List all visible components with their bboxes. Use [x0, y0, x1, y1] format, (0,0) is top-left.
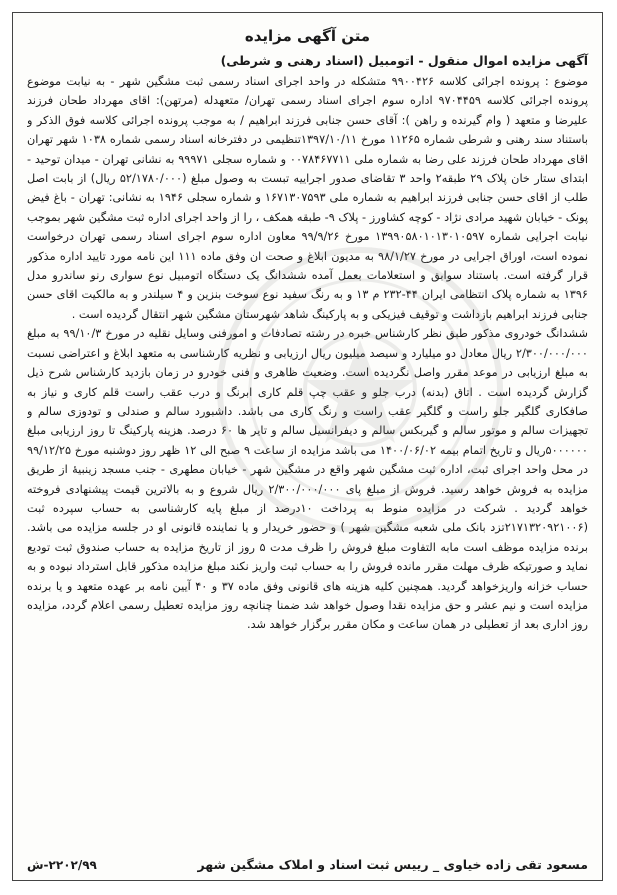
- notice-frame: [12, 12, 603, 881]
- notice-subtitle: آگهی مزایده اموال منقول - اتومبیل (اسناد رهنی و شرطی): [220, 53, 588, 68]
- notice-paragraph-1: موضوع : پرونده اجرائی کلاسه ۹۹۰۰۴۲۶ متشکله در واحد اجرای اسناد رسمی ثبت مشگین شهر - به نیابت موضوع پرونده اجرائی کلاسه ۹۷۰۴۴۵۹ اداره سوم اجرای اسناد رسمی تهران/ متعهدله (مرتهن): اقای مهرداد طحان فرزند علیرضا و متعهد ( وام گیرنده و راهن ): آقای حسن جنابی فرزند ابراهیم / به موجب پرونده اجرائی کلاسه فوق الذکر و باستناد سند رهنی و شرطی شماره ۱۱۲۶۵ مورخ ۱۳۹۷/۱۰/۱۱تنظیمی در دفترخانه اسناد رسمی شماره ۱۰۳۸ شهر تهران اقای مهرداد طحان فرزند علی رضا به شماره ملی ۰۰۷۸۴۶۷۷۱۱ و شماره سجلی ۹۹۹۷۱ به نشانی تهران - میدان توحید - ابتدای ستار خان پلاک ۲۹ طبقه۲ واحد ۳ تقاضای صدور اجراییه تبست به وصول مبلغ (۵۲/۱۷۸۰/۰۰۰ ریال) از بابت اصل طلب از اقای حسن جنابی فرزند ابراهیم به شماره ملی ۱۶۷۱۳۰۷۵۹۳ و شماره سجلی ۱۹۴۶ به نشانی: تهران - باغ فیض پونک - خیابان شهید مرادی نژاد - کوچه کشاورز - پلاک ۹- طبقه همکف ، را از واحد اجرای اداره ثبت مشگین شهر بموجب نیابت اجرایی شماره ۱۳۹۹۰۵۸۰۱۰۱۳۰۱۰۵۹۷ مورخ ۹۹/۹/۲۶ معاون اداره سوم اجرای اسناد رسمی تهران درخواست نموده است، اوراق اجرایی در مورخ ۹۸/۱/۲۷ به مدیون ابلاغ و صحت ان وفق ماده ۱۱۱ این نامه مورد تایید اداره مذکور قرار گرفته است. باستناد سوابق و استعلامات بعمل آمده ششدانگ یک دستگاه اتومبیل نوع سواری رنو ساندرو مدل ۱۳۹۶ به شماره پلاک انتظامی ایران ۴۴-۲۳۲ م ۱۳ و به رنگ سفید نوع سوخت بنزین و ۴ سیلندر و به مالکیت اقای حسن جنابی فرزند ابراهیم بازداشت و توقیف فیزیکی و به پارکینگ شاهد شهرستان مشگین شهر انتقال گردیده است .: [27, 75, 588, 321]
- reference-number: ۲۲۰۲/۹۹-ش: [27, 858, 97, 872]
- signature-line: مسعود تقی زاده خیاوی _ رییس ثبت اسناد و املاک مشگین شهر: [197, 857, 588, 872]
- notice-paragraph-2: ششدانگ خودروی مذکور طبق نظر کارشناس خبره در رشته تصادفات و امورفنی وسایل نقلیه در مورخ ۹۹/۱۰/۳ به مبلغ ۲/۳۰۰/۰۰۰/۰۰۰ ریال معادل دو میلیارد و سیصد میلیون ریال ارزیابی و نظریه کارشناسی به متعهد ابلاغ و اعتراضی نسبت به مبلغ ارزیابی در موعد مقرر واصل نگردیده است. وضعیت ظاهری و فنی خودرو در زمان بازدید کارشناس شرح ذیل گزارش گردیده است . اتاق (بدنه) درب جلو و عقب چپ قلم کاری ابرنگ و درب عقب راست قلم کاری و نیاز به صافکاری گلگیر جلو راست و گلگیر عقب راست و رنگ کاری می باشد. داشبورد سالم و صندلی و تودوزی سالم و تجهیزات سالم و موتور سالم و گیربکس سالم و دیفرانسیل سالم و تایر ها ۶۰ درصد. هزینه پارکینگ تا روز ارزیابی مبلغ ۵۰۰۰۰۰۰ریال و تاریخ اتمام بیمه ۱۴۰۰/۰۶/۰۲ می باشد مزایده از ساعت ۹ صبح الی ۱۲ ظهر روز دوشنبه مورخ ۹۹/۱۲/۲۵ در محل واحد اجرای ثبت، اداره ثبت مشگین شهر واقع در مشگین شهر - خیابان مطهری - جنب مسجد زینبیهٔ از طریق مزایده به فروش خواهد رسید. فروش از مبلغ پای ۲/۳۰۰/۰۰۰/۰۰۰ ریال شروع و به بالاترین قیمت پیشنهادی فروخته خواهد گردید . شرکت در مزایده منوط به پرداخت ۱۰درصد از مبلغ پایه کارشناسی به حساب سپرده ثبت (۲۱۷۱۳۲۰۹۲۱۰۰۶تزد بانک ملی شعبه مشگین شهر ) و حضور خریدار و یا نماینده قانونی او در جلسه مزایده می باشد. برنده مزایده موظف است مابه التفاوت مبلغ فروش را ظرف مدت ۵ روز از تاریخ مزایده به حساب صندوق ثبت تودیع نماید و صورتیکه ظرف مهلت مقرر مانده فروش را به حساب ثبت واریز نکند مبلغ مزایده مذکور قابل استرداد نبوده و به حساب خزانه واریزخواهد گردید. همچنین کلیه هزینه های قانونی وفق ماده ۳۷ و ۴۰ آیین نامه بر عهده متعهد و یا برنده مزایده است و نیم عشر و حق مزایده نقدا وصول خواهد شد ضمنا چنانچه روز مزایده تعطیل رسمی اعلام گردد، مزایده روز اداری بعد از تعطیلی در همان ساعت و مکان مقرر برگزار خواهد شد.: [27, 327, 588, 632]
- notice-footer: [27, 857, 588, 872]
- notice-title: متن آگهی مزایده: [244, 27, 371, 45]
- notice-body: [27, 72, 588, 853]
